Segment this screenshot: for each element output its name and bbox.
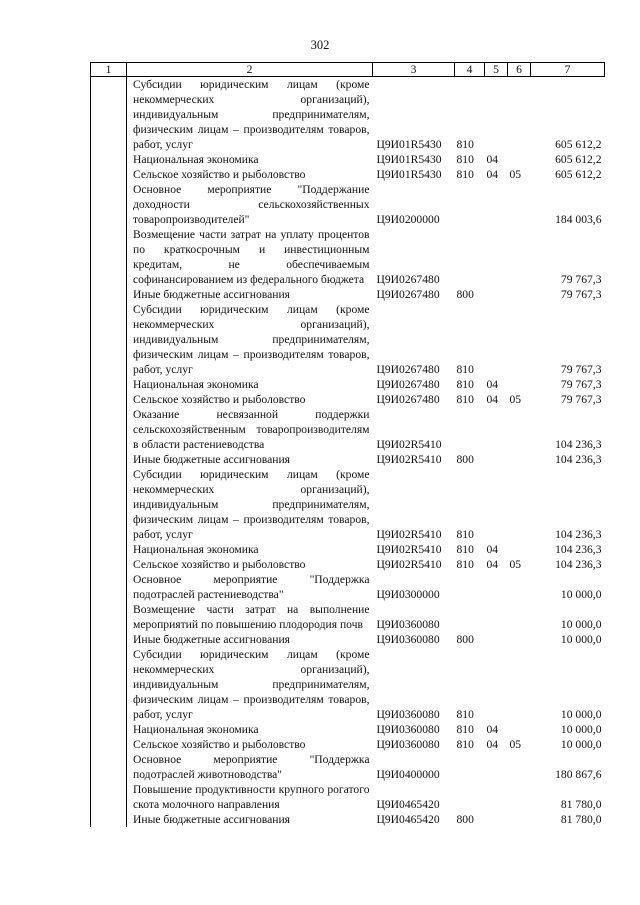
budget-table bbox=[90, 62, 605, 827]
row-amount: 79 767,3 bbox=[560, 288, 602, 301]
row-expense-type: 800 bbox=[456, 288, 474, 301]
row-section: 04 bbox=[486, 378, 499, 391]
row-code: Ц9И0360080 bbox=[376, 618, 440, 631]
row-section: 04 bbox=[486, 723, 499, 736]
header-row bbox=[91, 63, 605, 77]
row-name: Иные бюджетные ассигнования bbox=[133, 633, 290, 646]
row-number-cell bbox=[91, 722, 127, 737]
row-code: Ц9И0267480 bbox=[376, 378, 440, 391]
header-col-2: 2 bbox=[127, 63, 373, 77]
table-row bbox=[91, 407, 605, 452]
row-subsection bbox=[508, 452, 531, 467]
row-subsection: 05 bbox=[509, 168, 522, 181]
row-name: Повышение продуктивности крупного рогатого скота молочного направления bbox=[133, 783, 370, 811]
row-number-cell bbox=[91, 452, 127, 467]
row-expense-type bbox=[455, 602, 485, 632]
row-name: Иные бюджетные ассигнования bbox=[133, 813, 290, 826]
row-code: Ц9И02R5410 bbox=[376, 438, 442, 451]
row-expense-type: 810 bbox=[456, 543, 474, 556]
table-row bbox=[91, 392, 605, 407]
row-code: Ц9И0465420 bbox=[376, 798, 440, 811]
table-row bbox=[91, 812, 605, 827]
row-subsection bbox=[508, 602, 531, 632]
table-row bbox=[91, 227, 605, 287]
row-expense-type: 810 bbox=[456, 738, 474, 751]
row-amount: 605 612,2 bbox=[555, 153, 602, 166]
row-subsection bbox=[508, 407, 531, 452]
row-subsection bbox=[508, 182, 531, 227]
header-col-4: 4 bbox=[455, 63, 485, 77]
row-amount: 104 236,3 bbox=[555, 453, 602, 466]
table-row bbox=[91, 737, 605, 752]
row-expense-type: 810 bbox=[456, 393, 474, 406]
row-subsection bbox=[508, 542, 531, 557]
row-expense-type bbox=[455, 182, 485, 227]
row-amount: 605 612,2 bbox=[555, 168, 602, 181]
row-amount: 81 780,0 bbox=[560, 798, 602, 811]
row-number-cell bbox=[91, 407, 127, 452]
row-subsection bbox=[508, 152, 531, 167]
row-expense-type bbox=[455, 752, 485, 782]
table-body bbox=[91, 77, 605, 828]
row-subsection: 05 bbox=[509, 393, 522, 406]
row-name: Иные бюджетные ассигнования bbox=[133, 453, 290, 466]
row-name: Субсидии юридическим лицам (кроме некоммерческих организаций), индивидуальным предпринимателям, физическим лицам – производителям товаров, работ, услуг bbox=[133, 648, 370, 721]
page-number: 302 bbox=[310, 38, 330, 52]
row-name: Основное мероприятие "Поддержка подотраслей животноводства" bbox=[133, 753, 370, 781]
row-subsection bbox=[508, 302, 531, 377]
row-number-cell bbox=[91, 737, 127, 752]
row-code: Ц9И02R5410 bbox=[376, 558, 442, 571]
row-number-cell bbox=[91, 632, 127, 647]
row-expense-type: 810 bbox=[456, 363, 474, 376]
row-number-cell bbox=[91, 812, 127, 827]
row-expense-type bbox=[455, 407, 485, 452]
row-subsection bbox=[508, 572, 531, 602]
row-number-cell bbox=[91, 227, 127, 287]
table-row bbox=[91, 377, 605, 392]
row-name: Субсидии юридическим лицам (кроме некоммерческих организаций), индивидуальным предпринимателям, физическим лицам – производителям товаров, работ, услуг bbox=[133, 468, 370, 541]
row-section bbox=[485, 812, 508, 827]
row-name: Сельское хозяйство и рыболовство bbox=[133, 738, 306, 751]
row-subsection bbox=[508, 467, 531, 542]
table-row bbox=[91, 77, 605, 153]
row-number-cell bbox=[91, 557, 127, 572]
row-code: Ц9И0267480 bbox=[376, 288, 440, 301]
row-name: Национальная экономика bbox=[133, 153, 259, 166]
row-number-cell bbox=[91, 752, 127, 782]
table-header bbox=[91, 63, 605, 77]
row-name: Сельское хозяйство и рыболовство bbox=[133, 393, 306, 406]
row-section bbox=[485, 302, 508, 377]
table-row bbox=[91, 572, 605, 602]
row-number-cell bbox=[91, 167, 127, 182]
header-col-3: 3 bbox=[373, 63, 455, 77]
row-expense-type: 810 bbox=[456, 378, 474, 391]
row-number-cell bbox=[91, 302, 127, 377]
row-section bbox=[485, 632, 508, 647]
row-subsection bbox=[508, 812, 531, 827]
row-amount: 10 000,0 bbox=[560, 708, 602, 721]
row-section bbox=[485, 647, 508, 722]
row-code: Ц9И0267480 bbox=[376, 363, 440, 376]
row-name: Основное мероприятие "Поддержка подотраслей растениеводства" bbox=[133, 573, 370, 601]
row-amount: 605 612,2 bbox=[555, 138, 602, 151]
row-subsection bbox=[508, 377, 531, 392]
row-expense-type bbox=[455, 782, 485, 812]
table-row bbox=[91, 452, 605, 467]
row-expense-type bbox=[455, 227, 485, 287]
row-section bbox=[485, 572, 508, 602]
row-number-cell bbox=[91, 572, 127, 602]
row-code: Ц9И01R5430 bbox=[376, 138, 442, 151]
row-section bbox=[485, 467, 508, 542]
row-code: Ц9И0300000 bbox=[376, 588, 440, 601]
row-name: Субсидии юридическим лицам (кроме некоммерческих организаций), индивидуальным предпринимателям, физическим лицам – производителям товаров, работ, услуг bbox=[133, 303, 370, 376]
table-row bbox=[91, 722, 605, 737]
row-section bbox=[485, 407, 508, 452]
row-subsection bbox=[508, 647, 531, 722]
row-amount: 10 000,0 bbox=[560, 738, 602, 751]
row-code: Ц9И0267480 bbox=[376, 393, 440, 406]
row-number-cell bbox=[91, 542, 127, 557]
row-name: Субсидии юридическим лицам (кроме некоммерческих организаций), индивидуальным предпринимателям, физическим лицам – производителям товаров, работ, услуг bbox=[133, 78, 370, 151]
row-code: Ц9И0400000 bbox=[376, 768, 440, 781]
table-row bbox=[91, 167, 605, 182]
row-name: Возмещение части затрат на выполнение мероприятий по повышению плодородия почв bbox=[133, 603, 370, 631]
row-code: Ц9И0360080 bbox=[376, 633, 440, 646]
row-number-cell bbox=[91, 602, 127, 632]
row-name: Национальная экономика bbox=[133, 723, 259, 736]
table-row bbox=[91, 542, 605, 557]
row-section bbox=[485, 452, 508, 467]
row-number-cell bbox=[91, 647, 127, 722]
row-number-cell bbox=[91, 77, 127, 153]
row-section bbox=[485, 227, 508, 287]
table-row bbox=[91, 287, 605, 302]
row-number-cell bbox=[91, 182, 127, 227]
row-amount: 10 000,0 bbox=[560, 588, 602, 601]
header-col-5: 5 bbox=[485, 63, 508, 77]
row-expense-type: 800 bbox=[456, 453, 474, 466]
row-code: Ц9И02R5410 bbox=[376, 528, 442, 541]
row-number-cell bbox=[91, 467, 127, 542]
table-row bbox=[91, 182, 605, 227]
row-amount: 104 236,3 bbox=[555, 438, 602, 451]
row-name: Основное мероприятие "Поддержание доходности сельскохозяйственных товаропроизводителей" bbox=[133, 183, 370, 226]
table-row bbox=[91, 152, 605, 167]
row-code: Ц9И01R5430 bbox=[376, 153, 442, 166]
row-section bbox=[485, 782, 508, 812]
row-section bbox=[485, 182, 508, 227]
row-code: Ц9И02R5410 bbox=[376, 453, 442, 466]
table-row bbox=[91, 602, 605, 632]
row-section bbox=[485, 602, 508, 632]
row-name: Национальная экономика bbox=[133, 543, 259, 556]
row-expense-type: 810 bbox=[456, 153, 474, 166]
row-code: Ц9И0267480 bbox=[376, 273, 440, 286]
row-amount: 10 000,0 bbox=[560, 723, 602, 736]
row-code: Ц9И0465420 bbox=[376, 813, 440, 826]
row-number-cell bbox=[91, 377, 127, 392]
row-name: Иные бюджетные ассигнования bbox=[133, 288, 290, 301]
row-subsection bbox=[508, 287, 531, 302]
row-code: Ц9И0200000 bbox=[376, 213, 440, 226]
row-name: Сельское хозяйство и рыболовство bbox=[133, 558, 306, 571]
row-section: 04 bbox=[486, 393, 499, 406]
row-amount: 79 767,3 bbox=[560, 393, 602, 406]
row-subsection bbox=[508, 782, 531, 812]
row-expense-type: 810 bbox=[456, 723, 474, 736]
header-col-1: 1 bbox=[91, 63, 127, 77]
row-amount: 79 767,3 bbox=[560, 273, 602, 286]
row-amount: 180 867,6 bbox=[555, 768, 602, 781]
row-section bbox=[485, 752, 508, 782]
row-amount: 104 236,3 bbox=[555, 558, 602, 571]
row-expense-type: 800 bbox=[456, 813, 474, 826]
row-expense-type: 810 bbox=[456, 168, 474, 181]
row-expense-type: 810 bbox=[456, 558, 474, 571]
row-number-cell bbox=[91, 152, 127, 167]
row-subsection bbox=[508, 77, 531, 153]
row-section: 04 bbox=[486, 153, 499, 166]
row-expense-type: 810 bbox=[456, 708, 474, 721]
row-number-cell bbox=[91, 287, 127, 302]
row-expense-type: 810 bbox=[456, 528, 474, 541]
header-col-6: 6 bbox=[508, 63, 531, 77]
row-subsection: 05 bbox=[509, 558, 522, 571]
row-code: Ц9И0360080 bbox=[376, 723, 440, 736]
row-amount: 10 000,0 bbox=[560, 618, 602, 631]
row-name: Сельское хозяйство и рыболовство bbox=[133, 168, 306, 181]
table-row bbox=[91, 632, 605, 647]
row-subsection bbox=[508, 632, 531, 647]
row-section: 04 bbox=[486, 168, 499, 181]
row-section: 04 bbox=[486, 543, 499, 556]
row-number-cell bbox=[91, 782, 127, 812]
row-name: Национальная экономика bbox=[133, 378, 259, 391]
row-amount: 184 003,6 bbox=[555, 213, 602, 226]
row-code: Ц9И0360080 bbox=[376, 738, 440, 751]
row-subsection bbox=[508, 227, 531, 287]
row-code: Ц9И0360080 bbox=[376, 708, 440, 721]
row-amount: 79 767,3 bbox=[560, 378, 602, 391]
row-section: 04 bbox=[486, 738, 499, 751]
table-row bbox=[91, 467, 605, 542]
table-row bbox=[91, 752, 605, 782]
header-col-7: 7 bbox=[531, 63, 605, 77]
table-row bbox=[91, 302, 605, 377]
row-expense-type bbox=[455, 572, 485, 602]
row-amount: 104 236,3 bbox=[555, 528, 602, 541]
row-code: Ц9И02R5410 bbox=[376, 543, 442, 556]
row-amount: 81 780,0 bbox=[560, 813, 602, 826]
row-expense-type: 800 bbox=[456, 633, 474, 646]
row-subsection bbox=[508, 722, 531, 737]
row-section bbox=[485, 77, 508, 153]
row-name: Оказание несвязанной поддержки сельскохозяйственным товаропроизводителям в области растениеводства bbox=[133, 408, 370, 451]
row-amount: 104 236,3 bbox=[555, 543, 602, 556]
row-number-cell bbox=[91, 392, 127, 407]
row-subsection: 05 bbox=[509, 738, 522, 751]
row-section: 04 bbox=[486, 558, 499, 571]
row-code: Ц9И01R5430 bbox=[376, 168, 442, 181]
row-amount: 10 000,0 bbox=[560, 633, 602, 646]
row-name: Возмещение части затрат на уплату процентов по краткосрочным и инвестиционным кредитам, не обеспечиваемым софинансированием из федерального бюджета bbox=[133, 228, 370, 286]
table-row bbox=[91, 647, 605, 722]
row-subsection bbox=[508, 752, 531, 782]
table-row bbox=[91, 557, 605, 572]
row-section bbox=[485, 287, 508, 302]
table-row bbox=[91, 782, 605, 812]
row-expense-type: 810 bbox=[456, 138, 474, 151]
row-amount: 79 767,3 bbox=[560, 363, 602, 376]
